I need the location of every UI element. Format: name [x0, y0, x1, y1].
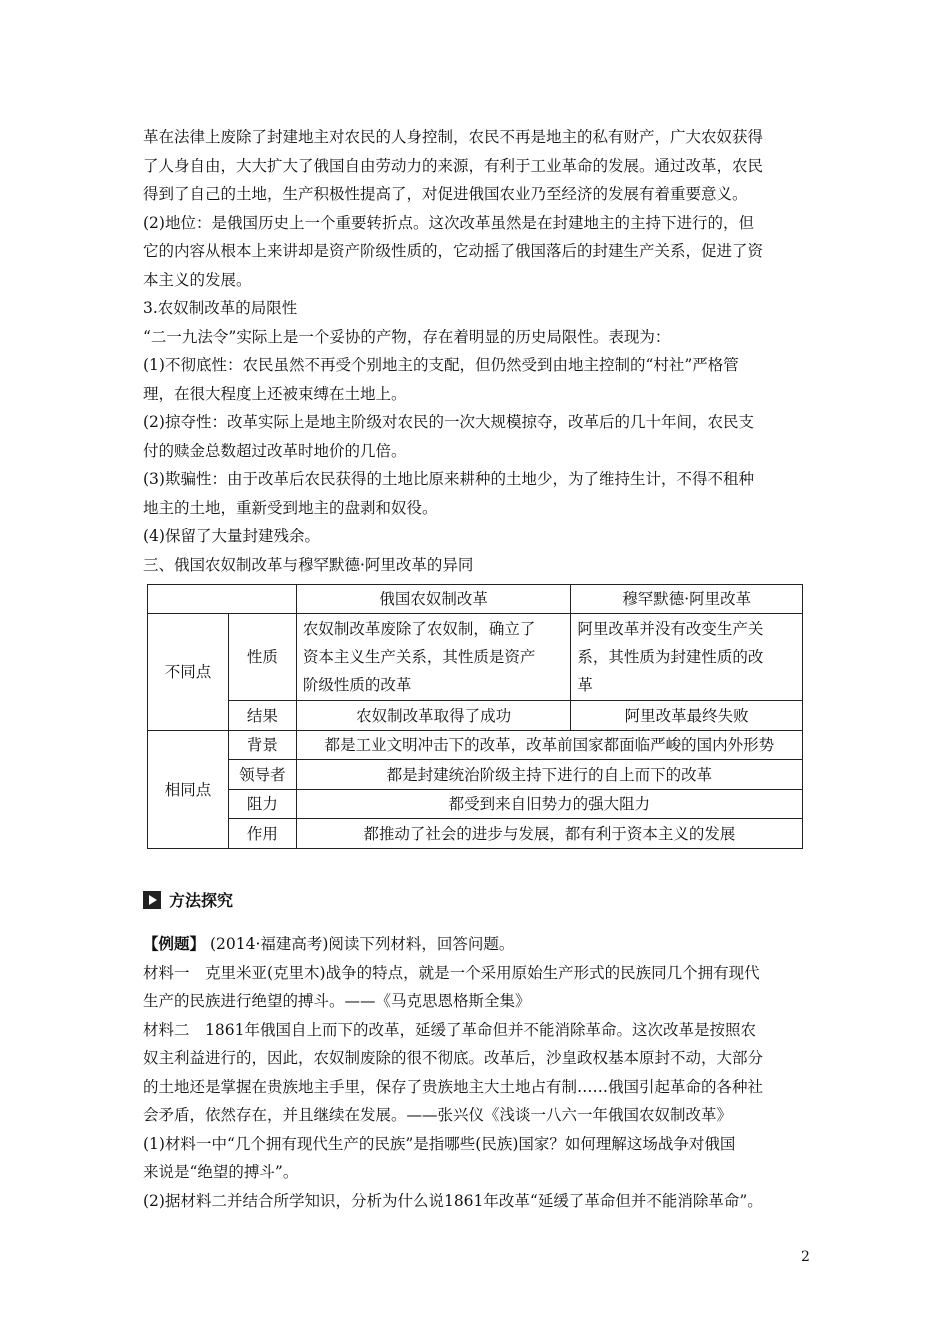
table-row	[148, 790, 803, 819]
text-line: 了人身自由，大大扩大了俄国自由劳动力的来源，有利于工业革命的发展。通过改革，农民	[143, 156, 764, 175]
header-ali: 穆罕默德·阿里改革	[571, 585, 803, 614]
text-line: 理，在很大程度上还被束缚在土地上。	[143, 384, 407, 403]
effect-cell: 都推动了社会的进步与发展，都有利于资本主义的发展	[296, 819, 802, 849]
example-label: 【例题】	[143, 934, 206, 953]
comparison-table	[147, 584, 803, 849]
table-row	[148, 614, 803, 701]
text-line: 它的内容从根本上来讲却是资产阶级性质的，它动摇了俄国落后的封建生产关系，促进了资	[143, 242, 764, 260]
text-line: (2)据材料二并结合所学知识，分析为什么说1861年改革“延缓了革命但并不能消除革命”。	[143, 1191, 763, 1210]
page-number: 2	[801, 1249, 810, 1265]
result-label: 结果	[228, 701, 296, 731]
example-text: (2014·福建高考)阅读下列材料，回答问题。	[209, 935, 515, 953]
table-corner-cell	[148, 585, 297, 614]
nature-russia-cell	[296, 614, 571, 701]
section-title-text: 方法探究	[169, 891, 234, 910]
leader-cell: 都是封建统治阶级主持下进行的自上而下的改革	[296, 760, 802, 790]
text-line: 得到了自己的土地，生产积极性提高了，对促进俄国农业乃至经济的发展有着重要意义。	[143, 185, 748, 203]
table-row	[148, 731, 803, 760]
example-block	[143, 930, 813, 1215]
same-label: 相同点	[148, 731, 229, 849]
cell-line: 阿里改革并没有改变生产关	[577, 620, 764, 638]
text-line: 来说是“绝望的搏斗”。	[143, 1163, 299, 1181]
example-line	[143, 930, 813, 959]
text-line: (2)地位：是俄国历史上一个重要转折点。这次改革虽然是在封建地主的主持下进行的，但	[143, 213, 754, 232]
text-line: “二一九法令”实际上是一个妥协的产物，存在着明显的历史局限性。表现为：	[143, 327, 671, 346]
result-russia: 农奴制改革取得了成功	[296, 701, 571, 731]
diff-label: 不同点	[148, 614, 229, 731]
header-russia: 俄国农奴制改革	[296, 585, 571, 614]
text-line: 材料二 1861年俄国自上而下的改革，延缓了革命但并不能消除革命。这次改革是按照农	[143, 1020, 756, 1039]
text-line: 奴主利益进行的，因此，农奴制废除的很不彻底。改革后，沙皇政权基本原封不动，大部分	[143, 1049, 764, 1067]
subheading: 3.农奴制改革的局限性	[143, 299, 298, 317]
nature-ali-cell	[571, 614, 803, 701]
cell-line: 系，其性质为封建性质的改	[577, 648, 764, 666]
nature-label: 性质	[228, 614, 296, 701]
table-row	[148, 760, 803, 790]
text-line: (1)不彻底性：农民虽然不再受个别地主的支配，但仍然受到由地主控制的“村社”严格管	[143, 356, 739, 374]
text-line: 的土地还是掌握在贵族地主手里，保存了贵族地主大土地占有制……俄国引起革命的各种社	[143, 1077, 764, 1096]
text-line: 生产的民族进行绝望的搏斗。——《马克思恩格斯全集》	[143, 992, 531, 1010]
leader-label: 领导者	[228, 760, 296, 790]
text-line: 材料一 克里米亚(克里木)战争的特点，就是一个采用原始生产形式的民族同几个拥有现代	[143, 963, 760, 982]
text-line: 本主义的发展。	[143, 270, 252, 289]
section-heading: 三、俄国农奴制改革与穆罕默德·阿里改革的异同	[143, 555, 474, 574]
resistance-cell: 都受到来自旧势力的强大阻力	[296, 790, 802, 819]
cell-line: 革	[577, 676, 593, 694]
cell-line: 农奴制改革废除了农奴制，确立了	[302, 620, 536, 638]
background-cell: 都是工业文明冲击下的改革，改革前国家都面临严峻的国内外形势	[296, 731, 802, 760]
text-line: 付的赎金总数超过改革时地价的几倍。	[143, 441, 407, 460]
table-row	[148, 819, 803, 849]
text-line: 会矛盾，依然存在，并且继续在发展。——张兴仪《浅谈一八六一年俄国农奴制改革》	[143, 1106, 733, 1124]
result-ali: 阿里改革最终失败	[571, 701, 803, 731]
table-row	[148, 701, 803, 731]
effect-label: 作用	[228, 819, 296, 849]
text-line: (3)欺骗性：由于改革后农民获得的土地比原来耕种的土地少，为了维持生计，不得不租种	[143, 470, 754, 488]
top-paragraphs	[143, 123, 813, 579]
background-label: 背景	[228, 731, 296, 760]
text-line: (4)保留了大量封建残余。	[143, 527, 320, 545]
text-line: (2)掠夺性：改革实际上是地主阶级对农民的一次大规模掠夺，改革后的几十年间，农民支	[143, 413, 754, 431]
text-line: 革在法律上废除了封建地主对农民的人身控制，农民不再是地主的私有财产，广大农奴获得	[143, 128, 764, 146]
section-title	[143, 888, 233, 914]
text-line: 地主的土地，重新受到地主的盘剥和奴役。	[143, 498, 438, 517]
play-triangle-icon	[143, 891, 161, 909]
cell-line: 阶级性质的改革	[302, 676, 412, 694]
text-line: (1)材料一中“几个拥有现代生产的民族”是指哪些(民族)国家？如何理解这场战争对俄国	[143, 1134, 736, 1153]
cell-line: 资本主义生产关系，其性质是资产	[302, 648, 536, 666]
resistance-label: 阻力	[228, 790, 296, 819]
table-header-row	[148, 585, 803, 614]
